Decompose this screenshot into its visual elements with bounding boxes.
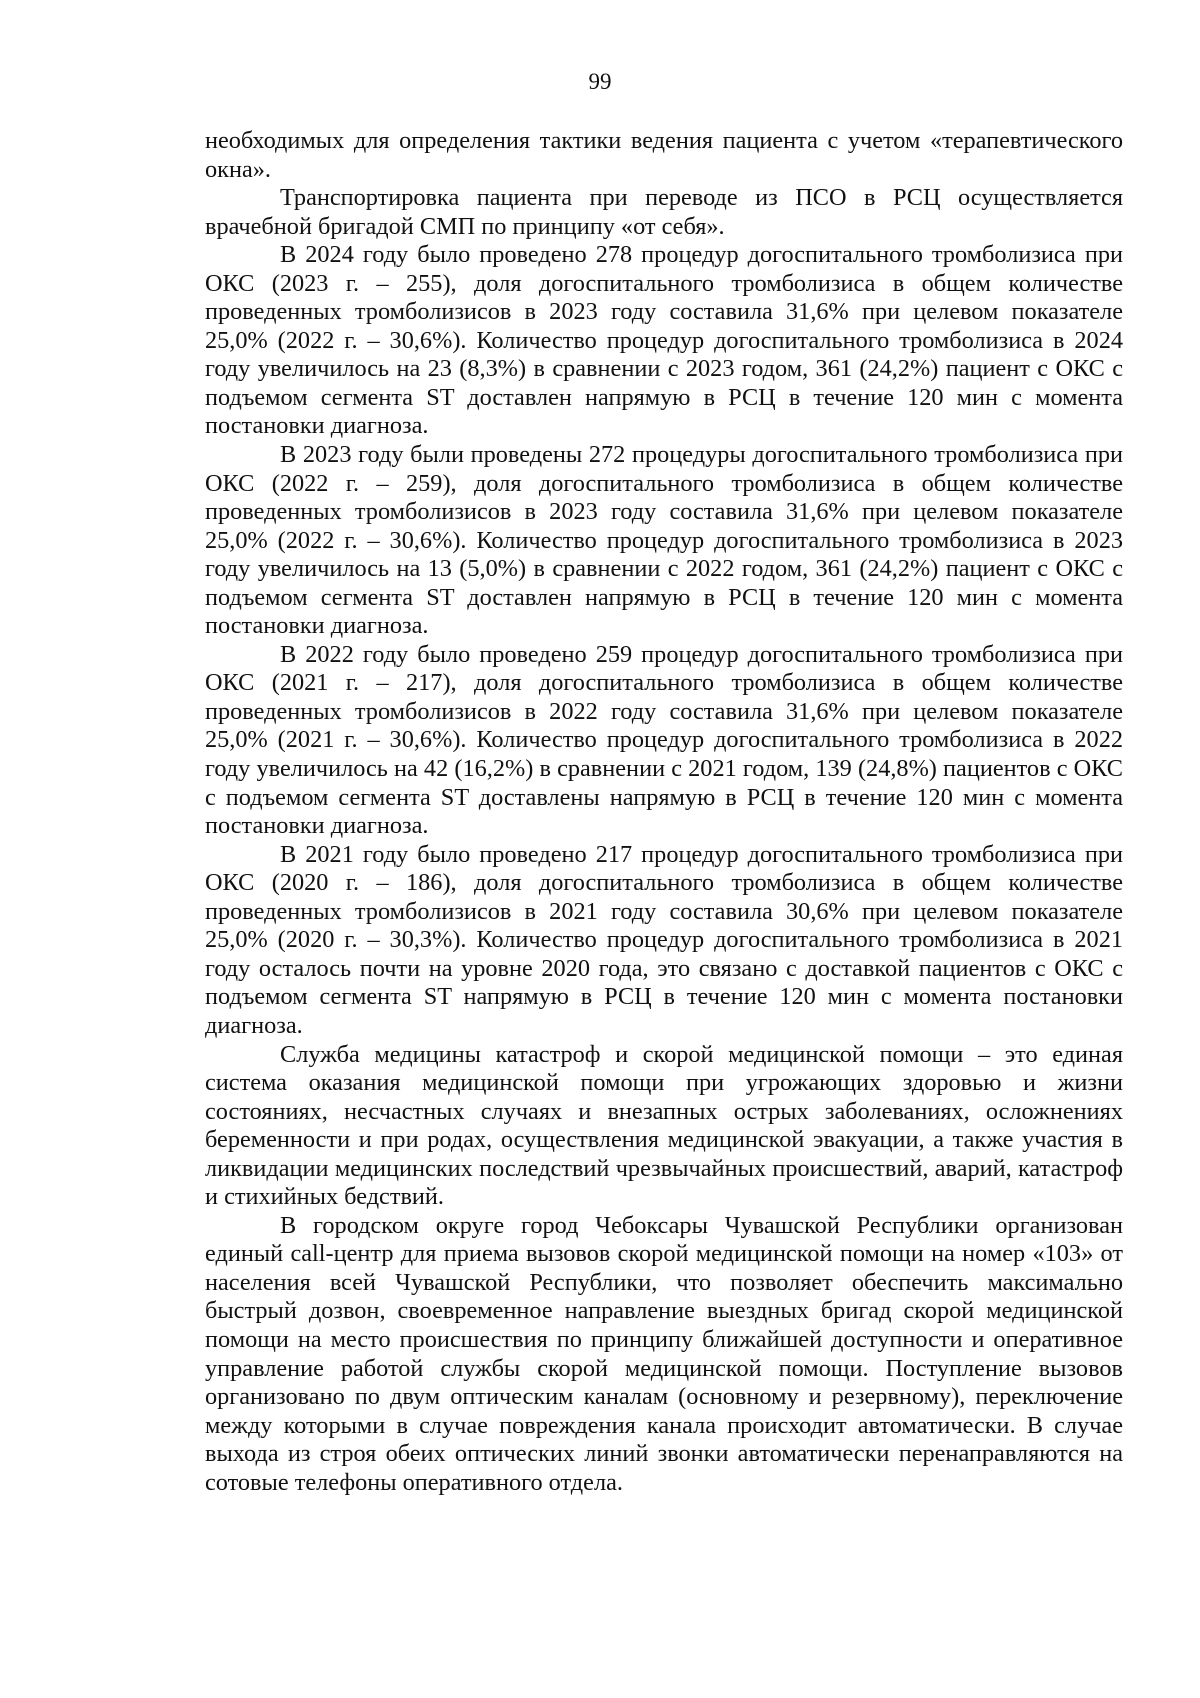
paragraph-2024: В 2024 году было проведено 278 процедур догоспитального тромболизиса при ОКС (2023 г. – 255), доля догоспитального тромболизиса в общем количестве проведенных тромболизисов в 2023 году составила 31,6% при целевом показателе 25,0% (2022 г. – 30,6%). Количество процедур догоспитального тромболизиса в 2024 году увеличилось на 23 (8,3%) в сравнении с 2023 годом, 361 (24,2%) пациент с ОКС с подъемом сегмента ST доставлен напрямую в РСЦ в течение 120 мин с момента постановки диагноза.: [205, 241, 1123, 440]
paragraph-continuation: необходимых для определения тактики ведения пациента с учетом «терапевтического окна».: [205, 127, 1123, 183]
page-number: 99: [588, 69, 612, 94]
paragraph-2021: В 2021 году было проведено 217 процедур догоспитального тромболизиса при ОКС (2020 г. – 186), доля догоспитального тромболизиса в общем количестве проведенных тромболизисов в 2021 году составила 30,6% при целевом показателе 25,0% (2020 г. – 30,3%). Количество процедур догоспитального тромболизиса в 2021 году осталось почти на уровне 2020 года, это связано с доставкой пациентов с ОКС с подъемом сегмента ST напрямую в РСЦ в течение 120 мин с момента постановки диагноза.: [205, 840, 1123, 1039]
paragraph-transport: Транспортировка пациента при переводе из ПСО в РСЦ осуществляется врачебной бригадой СМП по принципу «от себя».: [205, 184, 1123, 240]
paragraph-call-center: В городском округе город Чебоксары Чувашской Республики организован единый call-центр для приема вызовов скорой медицинской помощи на номер «103» от населения всей Чувашской Республики, что позволяет обеспечить максимально быстрый дозвон, своевременное направление выездных бригад скорой медицинской помощи на место происшествия по принципу ближайшей доступности и оперативное управление работой службы скорой медицинской помощи. Поступление вызовов организовано по двум оптическим каналам (основному и резервному), переключение между которыми в случае повреждения канала происходит автоматически. В случае выхода из строя обеих оптических линий звонки автоматически перенаправляются на сотовые телефоны оперативного отдела.: [205, 1211, 1123, 1496]
body-text: [205, 127, 1123, 1497]
paragraph-2023: В 2023 году были проведены 272 процедуры догоспитального тромболизиса при ОКС (2022 г. – 259), доля догоспитального тромболизиса в общем количестве проведенных тромболизисов в 2023 году составила 31,6% при целевом показателе 25,0% (2022 г. – 30,6%). Количество процедур догоспитального тромболизиса в 2023 году увеличилось на 13 (5,0%) в сравнении с 2022 годом, 361 (24,2%) пациент с ОКС с подъемом сегмента ST доставлен напрямую в РСЦ в течение 120 мин с момента постановки диагноза.: [205, 441, 1123, 640]
paragraph-emergency-service: Служба медицины катастроф и скорой медицинской помощи – это единая система оказания медицинской помощи при угрожающих здоровью и жизни состояниях, несчастных случаях и внезапных острых заболеваниях, осложнениях беременности и при родах, осуществления медицинской эвакуации, а также участия в ликвидации медицинских последствий чрезвычайных происшествий, аварий, катастроф и стихийных бедствий.: [205, 1040, 1123, 1211]
paragraph-2022: В 2022 году было проведено 259 процедур догоспитального тромболизиса при ОКС (2021 г. – 217), доля догоспитального тромболизиса в общем количестве проведенных тромболизисов в 2022 году составила 31,6% при целевом показателе 25,0% (2021 г. – 30,6%). Количество процедур догоспитального тромболизиса в 2022 году увеличилось на 42 (16,2%) в сравнении с 2021 годом, 139 (24,8%) пациентов с ОКС с подъемом сегмента ST доставлены напрямую в РСЦ в течение 120 мин с момента постановки диагноза.: [205, 640, 1123, 840]
